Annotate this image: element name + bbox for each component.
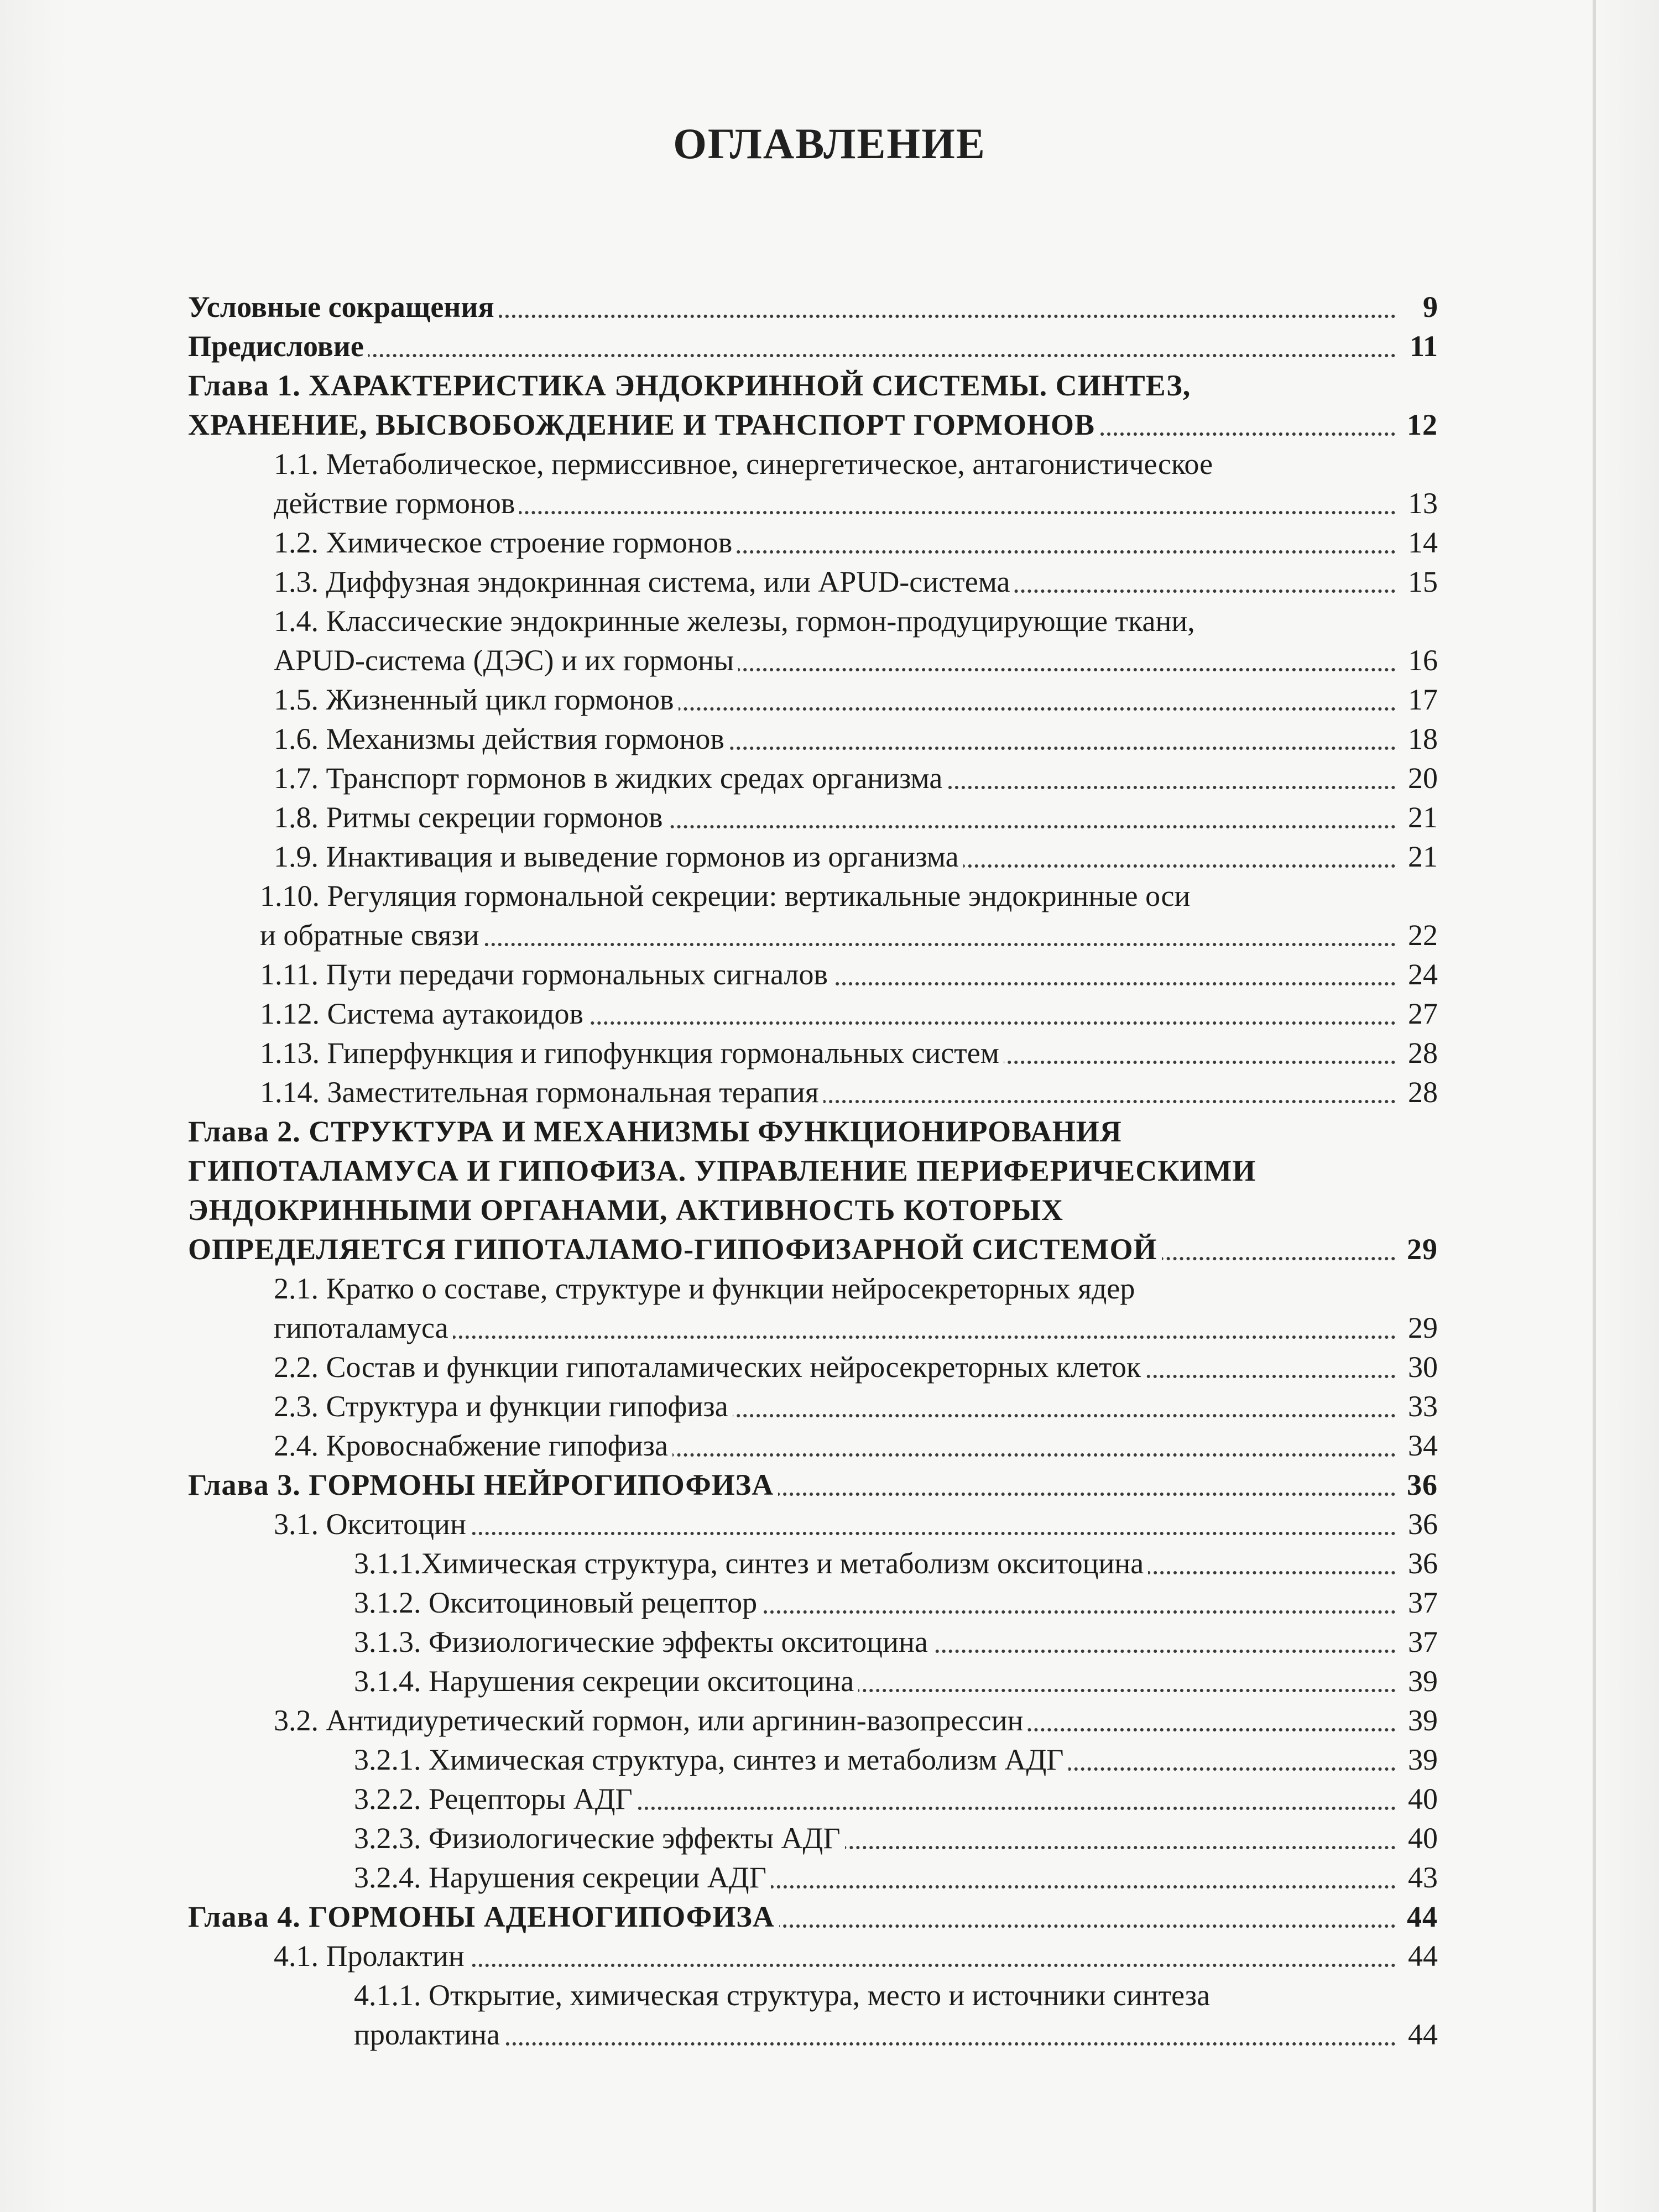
- page-number: 40: [1396, 1819, 1438, 1858]
- toc-entry: [188, 1269, 1438, 1348]
- page-number: 39: [1396, 1701, 1438, 1740]
- toc-entry: [188, 1073, 1438, 1112]
- page-edge: [1593, 0, 1596, 2212]
- page-number: 37: [1396, 1623, 1438, 1662]
- toc-line: [188, 719, 1438, 759]
- table-of-contents: [188, 288, 1438, 2054]
- dot-leader: [354, 2042, 1396, 2046]
- toc-line: [188, 680, 1438, 719]
- page-number: 36: [1396, 1505, 1438, 1544]
- toc-entry: [188, 1937, 1438, 1976]
- page-number: 33: [1396, 1387, 1438, 1426]
- toc-entry-text: 1.13. Гиперфункция и гипофункция гормональных систем: [260, 1034, 1004, 1073]
- page-number: 27: [1396, 994, 1438, 1034]
- page-number: 22: [1396, 916, 1438, 955]
- toc-entry: [188, 798, 1438, 837]
- toc-entry-text: 3.1.3. Физиологические эффекты окситоцина: [354, 1623, 932, 1662]
- toc-entry-text: 2.4. Кровоснабжение гипофиза: [274, 1426, 672, 1465]
- toc-entry-text: и обратные связи: [260, 916, 484, 955]
- toc-entry-text: гипоталамуса: [274, 1308, 453, 1348]
- toc-entry-text: APUD-система (ДЭС) и их гормоны: [274, 641, 738, 680]
- toc-entry: [188, 719, 1438, 759]
- toc-entry: [188, 1623, 1438, 1662]
- toc-entry-text: 3.1.2. Окситоциновый рецептор: [354, 1583, 761, 1623]
- toc-chapter-entry: [188, 366, 1438, 445]
- toc-entry: [188, 680, 1438, 719]
- toc-line: [188, 405, 1438, 445]
- toc-entry-text: 2.2. Состав и функции гипоталамических нейросекреторных клеток: [274, 1348, 1145, 1387]
- page-number: 40: [1396, 1780, 1438, 1819]
- toc-line: [188, 994, 1438, 1034]
- toc-entry-text: 1.8. Ритмы секреции гормонов: [274, 798, 667, 837]
- page-number: 13: [1396, 484, 1438, 523]
- toc-line: [188, 759, 1438, 798]
- toc-entry: [188, 1505, 1438, 1544]
- page-number: 44: [1396, 1897, 1438, 1937]
- page-number: 9: [1396, 288, 1438, 327]
- toc-line: [188, 288, 1438, 327]
- toc-line: 2.1. Кратко о составе, структуре и функции нейросекреторных ядер: [274, 1272, 1135, 1305]
- toc-entry: [188, 1426, 1438, 1465]
- toc-line: [188, 1073, 1438, 1112]
- toc-line: 4.1.1. Открытие, химическая структура, место и источники синтеза: [354, 1979, 1211, 2012]
- toc-line: [188, 1780, 1438, 1819]
- toc-line: [188, 955, 1438, 994]
- toc-line: [188, 1348, 1438, 1387]
- page-number: 12: [1396, 405, 1438, 445]
- page-number: 44: [1396, 1937, 1438, 1976]
- toc-line: [188, 1034, 1438, 1073]
- toc-entry-text: 4.1. Пролактин: [274, 1937, 469, 1976]
- page-number: 24: [1396, 955, 1438, 994]
- toc-entry-text: 3.2. Антидиуретический гормон, или аргинин-вазопрессин: [274, 1701, 1027, 1740]
- toc-entry: [188, 1348, 1438, 1387]
- toc-entry: [188, 1780, 1438, 1819]
- page-number: 16: [1396, 641, 1438, 680]
- toc-entry-text: действие гормонов: [274, 484, 519, 523]
- toc-entry: [188, 1034, 1438, 1073]
- toc-entry: [188, 759, 1438, 798]
- page-number: 36: [1396, 1465, 1438, 1505]
- toc-entry-text: 1.5. Жизненный цикл гормонов: [274, 680, 679, 719]
- toc-entry-text: 3.2.1. Химическая структура, синтез и метаболизм АДГ: [354, 1740, 1068, 1780]
- toc-line: [188, 1230, 1438, 1269]
- toc-line: [188, 1387, 1438, 1426]
- toc-line: [188, 1544, 1438, 1583]
- page-title: ОГЛАВЛЕНИЕ: [673, 119, 986, 168]
- page-number: 44: [1396, 2015, 1438, 2054]
- toc-line: [188, 1465, 1438, 1505]
- page-number: 36: [1396, 1544, 1438, 1583]
- toc-entry: [188, 288, 1438, 327]
- toc-entry-text: 3.2.4. Нарушения секреции АДГ: [354, 1858, 771, 1897]
- page-number: 21: [1396, 798, 1438, 837]
- toc-entry-text: Глава 3. ГОРМОНЫ НЕЙРОГИПОФИЗА: [188, 1465, 778, 1505]
- toc-entry-text: пролактина: [354, 2015, 504, 2054]
- toc-entry-text: 1.7. Транспорт гормонов в жидких средах организма: [274, 759, 947, 798]
- toc-line: [188, 641, 1438, 680]
- toc-entry-text: 1.3. Диффузная эндокринная система, или APUD-система: [274, 562, 1014, 602]
- toc-line: [188, 916, 1438, 955]
- toc-entry-text: 1.6. Механизмы действия гормонов: [274, 719, 729, 759]
- toc-entry-text: 1.9. Инактивация и выведение гормонов из организма: [274, 837, 963, 877]
- dot-leader: [188, 354, 1396, 357]
- page-number: 28: [1396, 1034, 1438, 1073]
- toc-entry: [188, 327, 1438, 366]
- toc-entry-text: Предисловие: [188, 327, 368, 366]
- toc-line: [188, 1505, 1438, 1544]
- toc-line: [188, 798, 1438, 837]
- page-number: 11: [1396, 327, 1438, 366]
- toc-entry-text: ОПРЕДЕЛЯЕТСЯ ГИПОТАЛАМО-ГИПОФИЗАРНОЙ СИСТЕМОЙ: [188, 1230, 1162, 1269]
- toc-entry-text: 1.2. Химическое строение гормонов: [274, 523, 737, 562]
- toc-entry-text: 3.1.1.Химическая структура, синтез и метаболизм окситоцина: [354, 1544, 1148, 1583]
- toc-chapter-entry: [188, 1465, 1438, 1505]
- toc-entry: [188, 1701, 1438, 1740]
- page-number: 18: [1396, 719, 1438, 759]
- toc-line: [188, 523, 1438, 562]
- page-number: 39: [1396, 1740, 1438, 1780]
- toc-line: Глава 2. СТРУКТУРА И МЕХАНИЗМЫ ФУНКЦИОНИРОВАНИЯ: [188, 1115, 1122, 1148]
- toc-line: [188, 1662, 1438, 1701]
- toc-entry-text: Условные сокращения: [188, 288, 499, 327]
- toc-chapter-entry: [188, 1112, 1438, 1269]
- toc-line: [188, 1308, 1438, 1348]
- toc-entry: [188, 1740, 1438, 1780]
- toc-line: [188, 484, 1438, 523]
- toc-chapter-entry: [188, 1897, 1438, 1937]
- toc-line: 1.10. Регуляция гормональной секреции: вертикальные эндокринные оси: [260, 879, 1191, 912]
- page-number: 30: [1396, 1348, 1438, 1387]
- toc-line: [188, 1623, 1438, 1662]
- toc-line: [188, 837, 1438, 877]
- toc-entry: [188, 1819, 1438, 1858]
- page-number: 28: [1396, 1073, 1438, 1112]
- page-number: 17: [1396, 680, 1438, 719]
- toc-entry-text: 3.2.3. Физиологические эффекты АДГ: [354, 1819, 845, 1858]
- toc-line: [188, 562, 1438, 602]
- toc-entry: [188, 955, 1438, 994]
- toc-entry: [188, 877, 1438, 955]
- toc-entry: [188, 445, 1438, 523]
- toc-entry: [188, 523, 1438, 562]
- page-number: 43: [1396, 1858, 1438, 1897]
- toc-entry-text: 3.2.2. Рецепторы АДГ: [354, 1780, 637, 1819]
- toc-line: [188, 1426, 1438, 1465]
- toc-line: [188, 1897, 1438, 1937]
- toc-line: [188, 1858, 1438, 1897]
- toc-line: [188, 1701, 1438, 1740]
- toc-line: [188, 1819, 1438, 1858]
- toc-entry-text: Глава 4. ГОРМОНЫ АДЕНОГИПОФИЗА: [188, 1897, 779, 1937]
- toc-entry-text: ХРАНЕНИЕ, ВЫСВОБОЖДЕНИЕ И ТРАНСПОРТ ГОРМОНОВ: [188, 405, 1099, 445]
- toc-line: ГИПОТАЛАМУСА И ГИПОФИЗА. УПРАВЛЕНИЕ ПЕРИФЕРИЧЕСКИМИ: [188, 1154, 1256, 1187]
- toc-line: [188, 2015, 1438, 2054]
- toc-line: [188, 1740, 1438, 1780]
- toc-entry: [188, 1662, 1438, 1701]
- toc-line: ЭНДОКРИННЫМИ ОРГАНАМИ, АКТИВНОСТЬ КОТОРЫХ: [188, 1193, 1064, 1227]
- toc-entry-text: 3.1.4. Нарушения секреции окситоцина: [354, 1662, 858, 1701]
- toc-entry: [188, 1858, 1438, 1897]
- toc-entry-text: 3.1. Окситоцин: [274, 1505, 471, 1544]
- toc-entry: [188, 994, 1438, 1034]
- toc-entry-text: 1.12. Система аутакоидов: [260, 994, 588, 1034]
- toc-line: Глава 1. ХАРАКТЕРИСТИКА ЭНДОКРИННОЙ СИСТЕМЫ. СИНТЕЗ,: [188, 369, 1191, 402]
- toc-entry-text: 1.14. Заместительная гормональная терапия: [260, 1073, 823, 1112]
- page-number: 37: [1396, 1583, 1438, 1623]
- toc-entry: [188, 1387, 1438, 1426]
- toc-line: [188, 1937, 1438, 1976]
- toc-entry: [188, 1583, 1438, 1623]
- page-number: 34: [1396, 1426, 1438, 1465]
- toc-entry: [188, 837, 1438, 877]
- toc-entry: [188, 1976, 1438, 2054]
- toc-entry-text: 1.11. Пути передачи гормональных сигналов: [260, 955, 832, 994]
- page-number: 20: [1396, 759, 1438, 798]
- toc-entry: [188, 602, 1438, 680]
- page-number: 29: [1396, 1308, 1438, 1348]
- toc-line: 1.4. Классические эндокринные железы, гормон-продуцирующие ткани,: [274, 604, 1195, 638]
- page-number: 14: [1396, 523, 1438, 562]
- page-number: 15: [1396, 562, 1438, 602]
- page-number: 39: [1396, 1662, 1438, 1701]
- toc-line: 1.1. Метаболическое, пермиссивное, синергетическое, антагонистическое: [274, 447, 1213, 481]
- toc-line: [188, 1583, 1438, 1623]
- page-number: 29: [1396, 1230, 1438, 1269]
- toc-entry-text: 2.3. Структура и функции гипофиза: [274, 1387, 733, 1426]
- toc-entry: [188, 1544, 1438, 1583]
- page-number: 21: [1396, 837, 1438, 877]
- toc-entry: [188, 562, 1438, 602]
- toc-line: [188, 327, 1438, 366]
